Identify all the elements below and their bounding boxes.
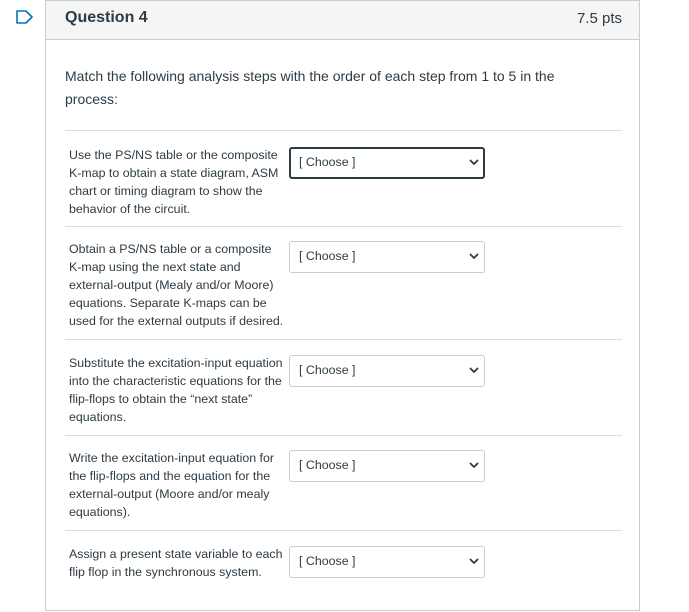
- select-value: [ Choose ]: [299, 458, 356, 472]
- select-value: [ Choose ]: [299, 249, 356, 263]
- match-statement-2: Obtain a PS/NS table or a composite K-map using the next state and external-output (Mealy and/or Moore) equations. Separate K-maps can be used for the external outputs if desired.: [69, 242, 284, 328]
- question-title: Question 4: [65, 9, 148, 26]
- question-prompt: Match the following analysis steps with the order of each step from 1 to 5 in the process:: [65, 68, 555, 107]
- match-select-4[interactable]: [289, 450, 485, 482]
- match-select-2[interactable]: [289, 241, 485, 273]
- chevron-down-icon: [468, 459, 480, 471]
- match-select-5[interactable]: [289, 546, 485, 578]
- flag-question-icon[interactable]: [16, 10, 34, 24]
- chevron-down-icon: [468, 555, 480, 567]
- divider: [65, 130, 622, 131]
- divider: [65, 435, 622, 436]
- divider: [65, 530, 622, 531]
- divider: [65, 226, 622, 227]
- question-points: 7.5 pts: [576, 10, 622, 27]
- match-statement-5: Assign a present state variable to each flip flop in the synchronous system.: [69, 547, 283, 579]
- match-statement-4: Write the excitation-input equation for the flip-flops and the equation for the external-output (Moore and/or mealy equations).: [69, 451, 275, 519]
- match-statement-1: Use the PS/NS table or the composite K-map to obtain a state diagram, ASM chart or timing diagram to show the behavior of the circuit.: [69, 148, 279, 216]
- select-value: [ Choose ]: [299, 554, 356, 568]
- chevron-down-icon: [468, 156, 480, 168]
- chevron-down-icon: [468, 250, 480, 262]
- select-value: [ Choose ]: [299, 363, 356, 377]
- chevron-down-icon: [468, 364, 480, 376]
- select-value: [ Choose ]: [299, 155, 356, 169]
- divider: [65, 339, 622, 340]
- question-card: [45, 0, 640, 611]
- match-select-1[interactable]: [289, 147, 485, 179]
- match-select-3[interactable]: [289, 355, 485, 387]
- match-statement-3: Substitute the excitation-input equation into the characteristic equations for the flip-flops to obtain the “next state” equations.: [69, 356, 283, 424]
- question-header: [46, 1, 639, 40]
